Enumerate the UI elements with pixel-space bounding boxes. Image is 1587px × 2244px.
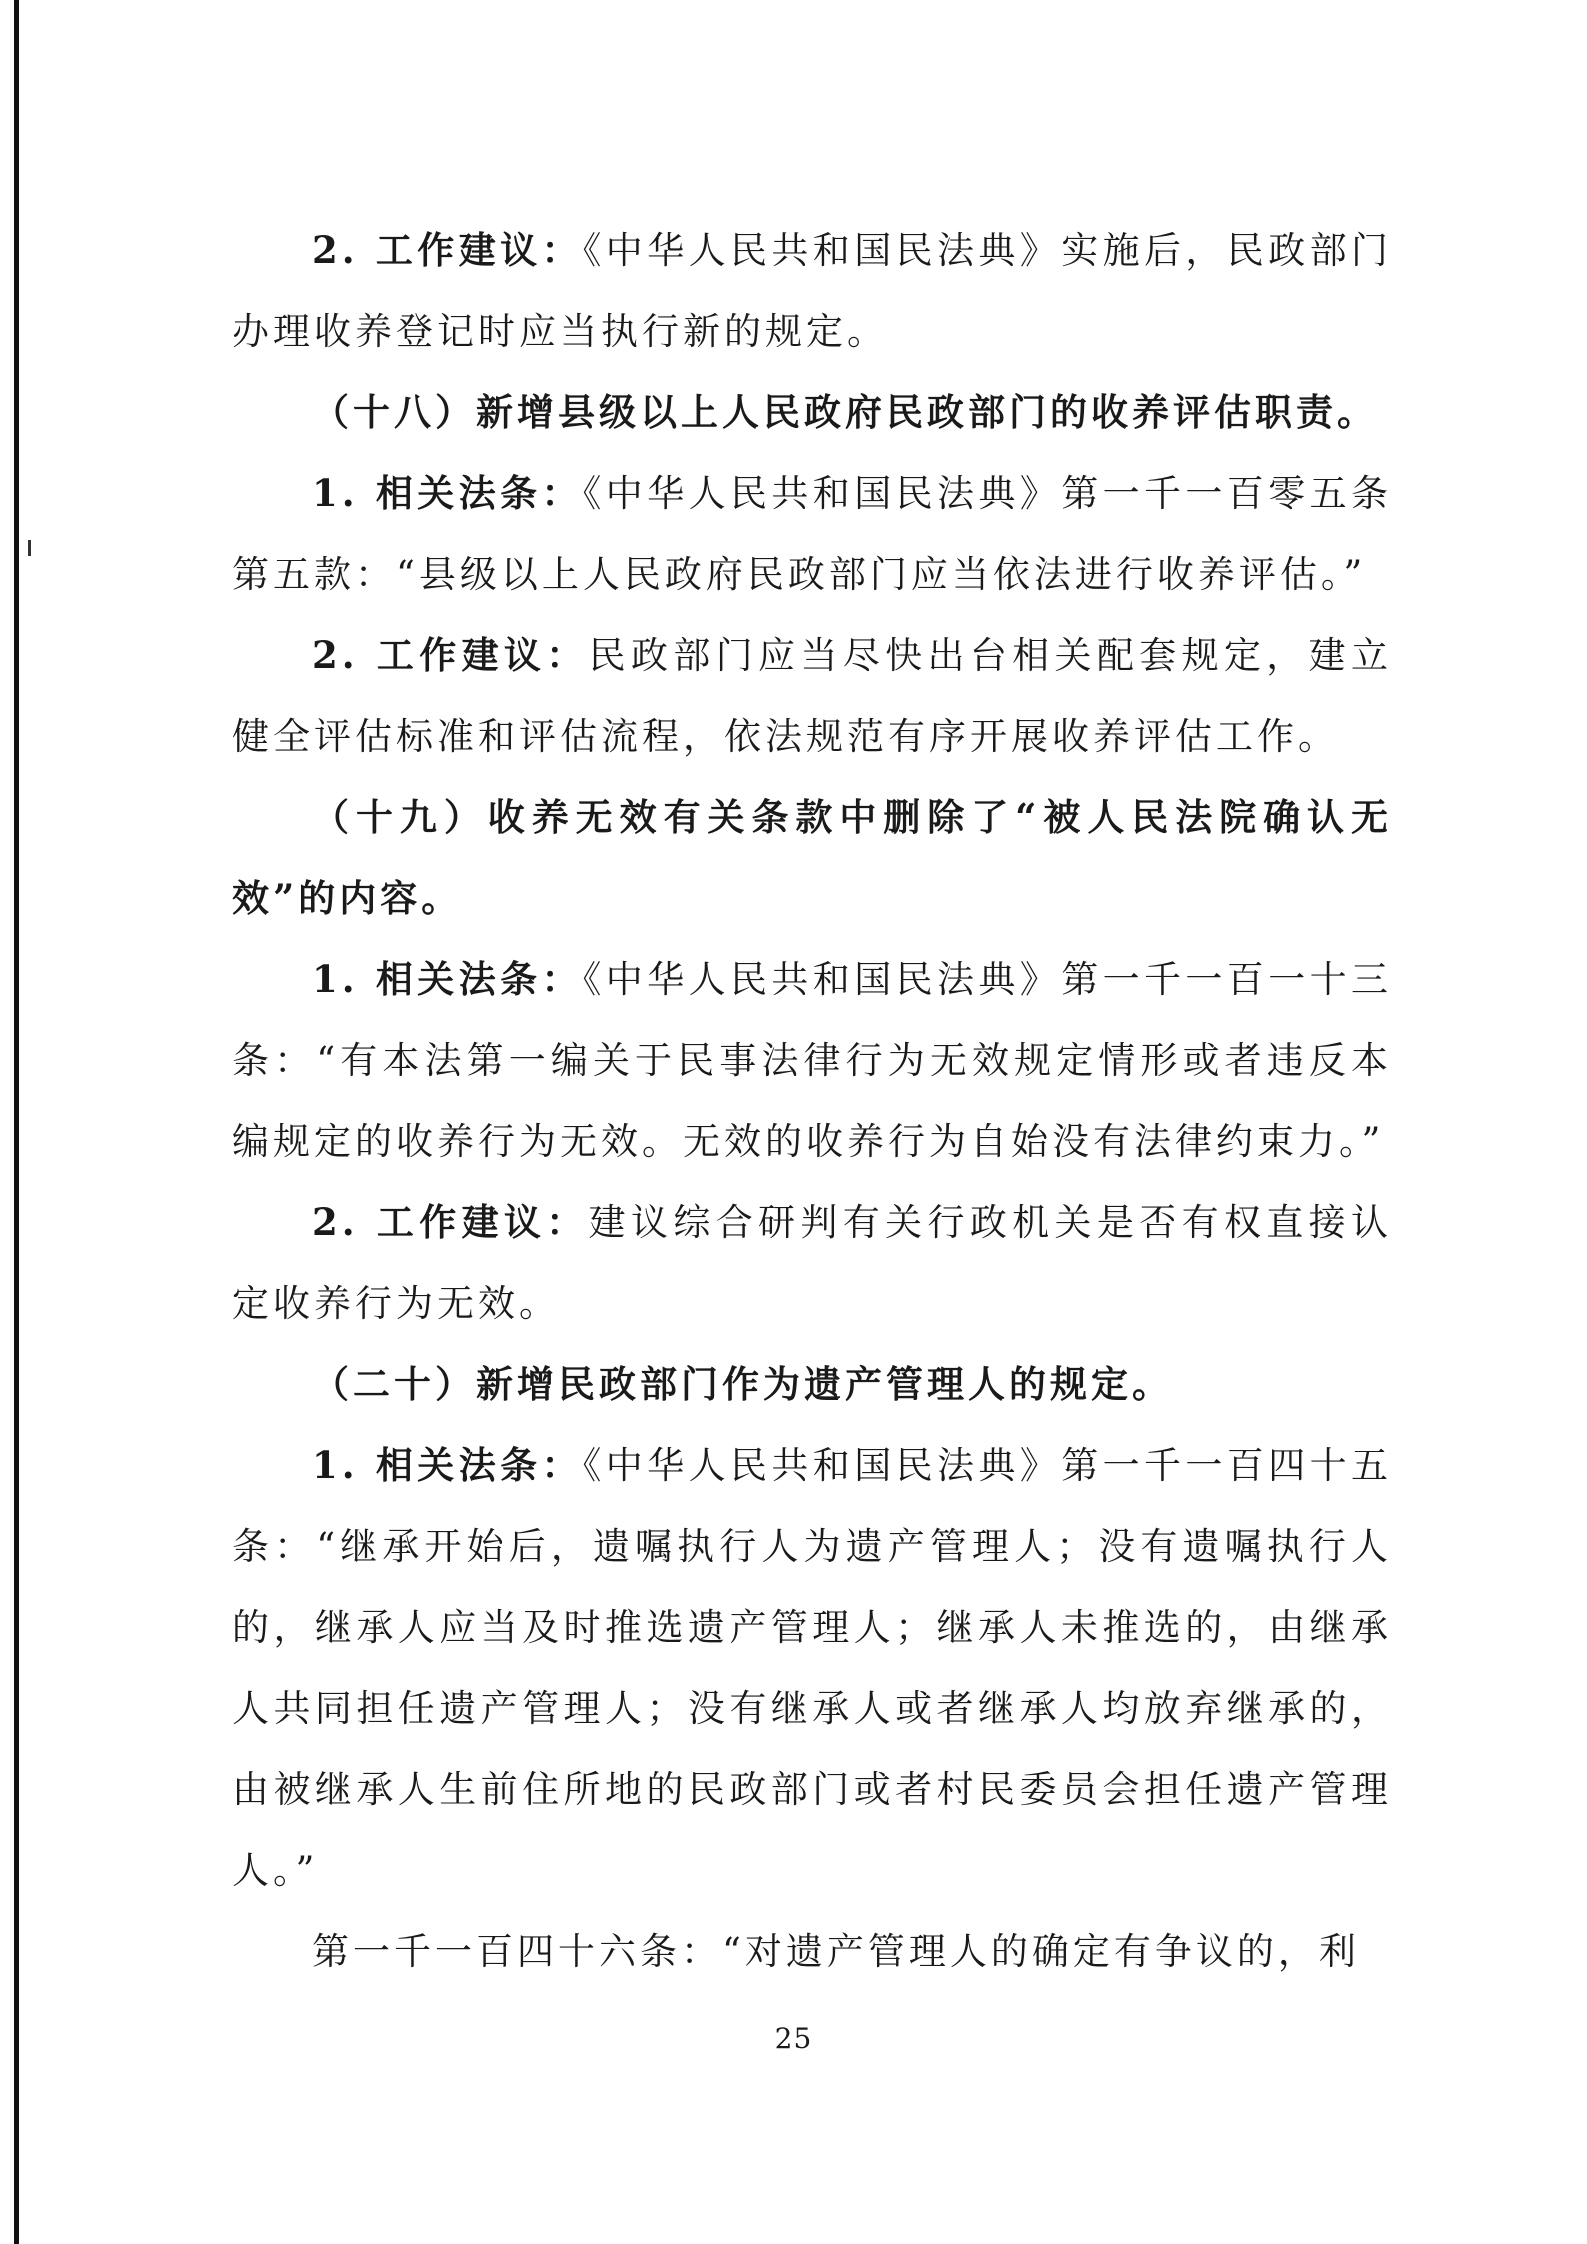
- document-body: [232, 210, 1392, 1992]
- paragraph-lead: 1. 相关法条：: [312, 471, 583, 515]
- paragraph-lead: 2. 工作建议：: [312, 633, 589, 677]
- paragraph-work-suggestion: [232, 1182, 1392, 1344]
- page-number: 25: [774, 2022, 813, 2055]
- paragraph-text: 建议综合研判有关行政机关是否有权直接认定收养行为无效。: [232, 1201, 1393, 1325]
- paragraph-lead: 2. 工作建议：: [312, 1200, 589, 1244]
- paragraph-text: 《中华人民共和国民法典》第一千一百一十三条：“有本法第一编关于民事法律行为无效规定情形或者违反本编规定的收养行为无效。无效的收养行为自始没有法律约束力。”: [232, 958, 1392, 1163]
- scan-edge-mark: [28, 540, 31, 556]
- paragraph-text: 《中华人民共和国民法典》第一千一百零五条第五款：“县级以上人民政府民政部门应当依法进行收养评估。”: [232, 472, 1392, 596]
- paragraph-work-suggestion: [232, 615, 1392, 777]
- paragraph-lead: 1. 相关法条：: [312, 957, 583, 1001]
- paragraph-lead: 1. 相关法条：: [312, 1443, 583, 1487]
- paragraph-work-suggestion: [232, 210, 1392, 372]
- paragraph-lead: 2. 工作建议：: [312, 228, 583, 272]
- section-heading-18: （十八）新增县级以上人民政府民政部门的收养评估职责。: [312, 390, 1378, 434]
- scan-edge-line: [14, 0, 19, 2244]
- paragraph-text: 《中华人民共和国民法典》第一千一百四十五条：“继承开始后，遗嘱执行人为遗产管理人；没有遗嘱执行人的，继承人应当及时推选遗产管理人；继承人未推选的，由继承人共同担任遗产管理人；没有继承人或者继承人均放弃继承的，由被继承人生前住所地的民政部门或者村民委员会担任遗产管理人。”: [232, 1444, 1392, 1892]
- paragraph-article-1146: 第一千一百四十六条：“对遗产管理人的确定有争议的，利: [312, 1930, 1360, 1973]
- paragraph-related-law: [232, 939, 1392, 1182]
- section-heading-19: （十九）收养无效有关条款中删除了“被人民法院确认无效”的内容。: [232, 795, 1392, 920]
- paragraph-related-law: [232, 1425, 1392, 1911]
- paragraph-text: 民政部门应当尽快出台相关配套规定，建立健全评估标准和评估流程，依法规范有序开展收养评估工作。: [232, 634, 1393, 758]
- paragraph-related-law: [232, 453, 1392, 615]
- section-heading-20: （二十）新增民政部门作为遗产管理人的规定。: [312, 1362, 1173, 1406]
- paragraph-text: 《中华人民共和国民法典》实施后，民政部门办理收养登记时应当执行新的规定。: [232, 229, 1392, 353]
